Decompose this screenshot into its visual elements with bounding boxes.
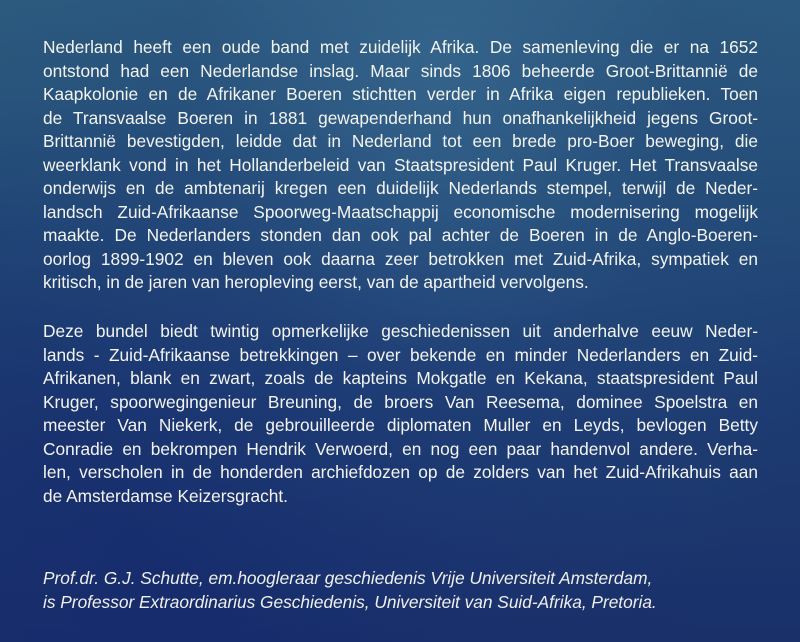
text-line: Nederland heeft een oude band met zuidelijk Afrika. De samenleving die er na 1652 [43,37,758,57]
text-line: Afrikanen, blank en zwart, zoals de kapteins Mokgatle en Kekana, staatspresident Paul [43,368,758,388]
byline-line: is Professor Extraordinarius Geschiedenis, Universiteit van Suid-Afrika, Pretoria. [43,591,657,612]
paragraph-bundle [43,320,758,508]
text-line: Kaapkolonie en de Afrikaner Boeren stichtten verder in Afrika eigen republieken. Toen [43,84,758,104]
text-line: Conradie en bekrompen Hendrik Verwoerd, en nog een paar handenvol andere. Verha- [43,438,758,459]
text-line: de Amsterdamse Keizersgracht. [43,485,288,506]
text-line: oorlog 1899-1902 en bleven ook daarna zeer betrokken met Zuid-Afrika, sympatiek en [43,248,758,269]
text-line: Brittannië bevestigden, leidde dat in Nederland tot een brede pro-Boer beweging, die [43,131,758,151]
text-line: Kruger, spoorwegingenieur Breuning, de broers Van Reesema, dominee Spoelstra en [43,391,758,412]
text-line: len, verscholen in de honderden archiefdozen op de zolders van het Zuid-Afrikahuis aan [43,462,758,482]
text-line: meester Van Niekerk, de gebrouilleerde diplomaten Muller en Leyds, bevlogen Betty [43,415,758,435]
text-line: maakte. De Nederlanders stonden dan ook pal achter de Boeren in de Anglo-Boeren- [43,225,758,245]
text-line: weerklank vond in het Hollanderbeleid van Staatspresident Paul Kruger. Het Transvaalse [43,154,758,175]
text-line: Deze bundel biedt twintig opmerkelijke geschiedenissen uit anderhalve eeuw Neder- [43,321,758,341]
paragraph-history [43,36,758,295]
text-line: de Transvaalse Boeren in 1881 gewapenderhand hun onafhankelijkheid jegens Groot- [43,107,758,128]
byline-line: Prof.dr. G.J. Schutte, em.hoogleraar geschiedenis Vrije Universiteit Amsterdam, [43,568,653,588]
text-line: landsch Zuid-Afrikaanse Spoorweg-Maatschappij economische modernisering mogelijk [43,201,758,222]
text-line: kritisch, in de jaren van heropleving eerst, van de apartheid vervolgens. [43,272,589,292]
author-byline [43,567,763,614]
text-line: lands - Zuid-Afrikaanse betrekkingen – over bekende en minder Nederlanders en Zuid- [43,344,758,365]
text-line: ontstond had een Nederlandse inslag. Maar sinds 1806 beheerde Groot-Brittannië de [43,60,758,81]
text-line: onderwijs en de ambtenarij kregen een duidelijk Nederlands stempel, terwijl de Neder- [43,178,758,198]
